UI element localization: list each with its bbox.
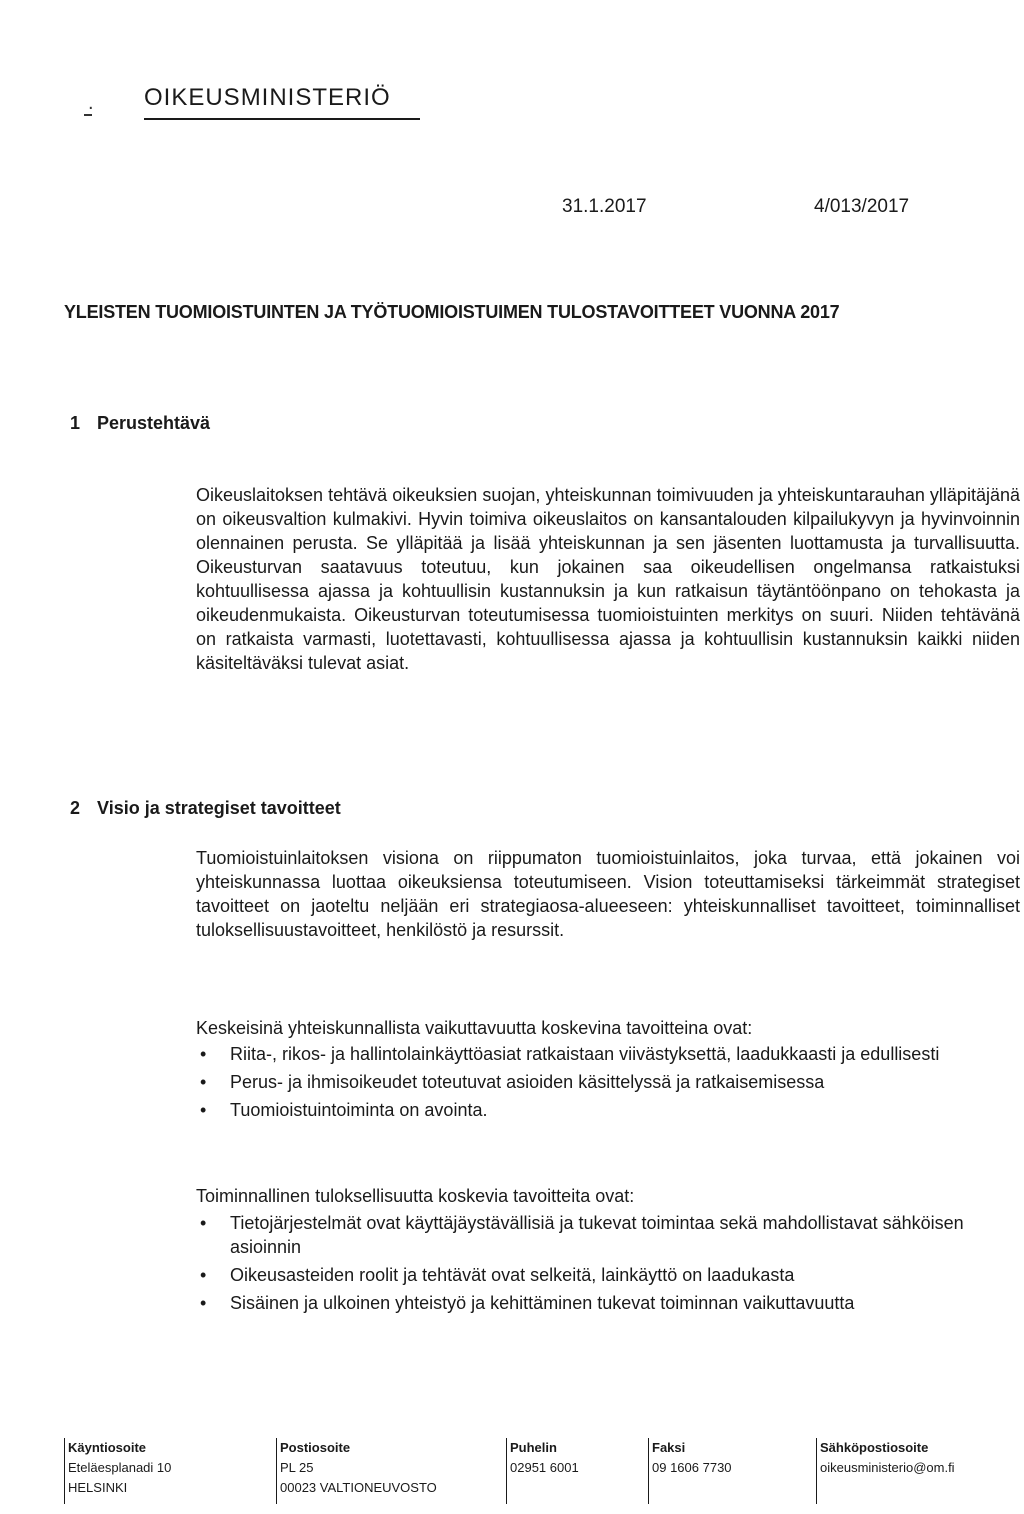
section-2-heading (70, 798, 341, 819)
footer-visiting-address: Käyntiosoite Eteläesplanadi 10 HELSINKI (64, 1438, 268, 1504)
operational-goals-list (196, 1211, 1020, 1319)
section-2-title: Visio ja strategiset tavoitteet (97, 798, 341, 818)
document-number: 4/013/2017 (814, 196, 910, 217)
list-item: • Tuomioistuintoiminta on avointa. (200, 1100, 488, 1120)
section-2-paragraph: Tuomioistuinlaitoksen visiona on riippumaton tuomioistuinlaitos, joka turvaa, että jokainen voi yhteiskunnassa luottaa oikeuksiensa toteutumiseen. Vision toteuttamiseksi tärkeimmät strategiset tavoitteet on jaoteltu neljään eri strategiaosa-alueeseen: yhteiskunnalliset tavoitteet, toiminnalliset tuloksellisuustavoitteet, henkilöstö ja resurssit. (196, 848, 1020, 940)
bullet-icon: • (200, 1265, 207, 1285)
logo-dash (84, 114, 92, 116)
footer (64, 1438, 1014, 1504)
section-1-number: 1 (70, 413, 81, 433)
list-item: • Oikeusasteiden roolit ja tehtävät ovat selkeitä, lainkäyttö on laadukasta (200, 1265, 795, 1285)
section-1-title: Perustehtävä (97, 413, 211, 433)
list-item: • Riita-, rikos- ja hallintolainkäyttöasiat ratkaistaan viivästyksettä, laadukkaasti ja edullisesti (200, 1044, 940, 1064)
bullet-icon: • (200, 1044, 207, 1064)
list-item: • Tietojärjestelmät ovat käyttäjäystävällisiä ja tukevat toimintaa sekä mahdollistavat sähköisen asioinnin (200, 1213, 964, 1257)
societal-goals-intro: Keskeisinä yhteiskunnallista vaikuttavuutta koskevina tavoitteina ovat: (196, 1018, 753, 1038)
footer-phone: Puhelin 02951 6001 (506, 1438, 644, 1504)
footer-postal-address: Postiosoite PL 25 00023 VALTIONEUVOSTO (276, 1438, 500, 1504)
bullet-icon: • (200, 1072, 207, 1092)
list-item: • Sisäinen ja ulkoinen yhteistyö ja kehittäminen tukevat toiminnan vaikuttavuutta (200, 1293, 855, 1313)
document-date: 31.1.2017 (562, 196, 647, 217)
document-title: YLEISTEN TUOMIOISTUINTEN JA TYÖTUOMIOISTUIMEN TULOSTAVOITTEET VUONNA 2017 (64, 302, 840, 322)
section-2-number: 2 (70, 798, 81, 818)
org-underline (144, 118, 420, 120)
org-name: OIKEUSMINISTERIÖ (144, 84, 391, 111)
footer-email: Sähköpostiosoite oikeusministerio@om.fi (816, 1438, 1010, 1504)
logo-mark: . (88, 92, 94, 114)
bullet-icon: • (200, 1100, 207, 1120)
section-1-paragraph: Oikeuslaitoksen tehtävä oikeuksien suojan, yhteiskunnan toimivuuden ja yhteiskuntarauhan ylläpitäjänä on oikeusvaltion kulmakivi. Hyvin toimiva oikeuslaitos on kansantalouden kilpailukyvyn ja hyvinvoinnin olennainen perusta. Se ylläpitää ja lisää yhteiskunnan ja sen jäsenten luottamusta ja turvallisuutta. Oikeusturvan saatavuus toteutuu, kun jokainen saa oikeudellisen ongelmansa ratkaistuksi kohtuullisessa ajassa ja kohtuullisin kustannuksin ja kun ratkaisun täytäntöönpano on tehokasta ja oikeudenmukaista. Oikeusturvan toteutumisessa tuomioistuinten merkitys on suuri. Niiden tehtävänä on ratkaista varmasti, luotettavasti, kohtuullisessa ajassa ja kohtuullisin kustannuksin kaikki niiden käsiteltäväksi tulevat asiat. (196, 485, 1020, 673)
section-1-heading (70, 413, 210, 434)
bullet-icon: • (200, 1213, 207, 1233)
footer-fax: Faksi 09 1606 7730 (648, 1438, 810, 1504)
operational-goals-intro: Toiminnallinen tuloksellisuutta koskevia tavoitteita ovat: (196, 1186, 635, 1206)
email-link[interactable]: oikeusministerio@om.fi (820, 1460, 955, 1475)
societal-goals-list (196, 1042, 1020, 1126)
list-item: • Perus- ja ihmisoikeudet toteutuvat asioiden käsittelyssä ja ratkaisemisessa (200, 1072, 825, 1092)
bullet-icon: • (200, 1293, 207, 1313)
